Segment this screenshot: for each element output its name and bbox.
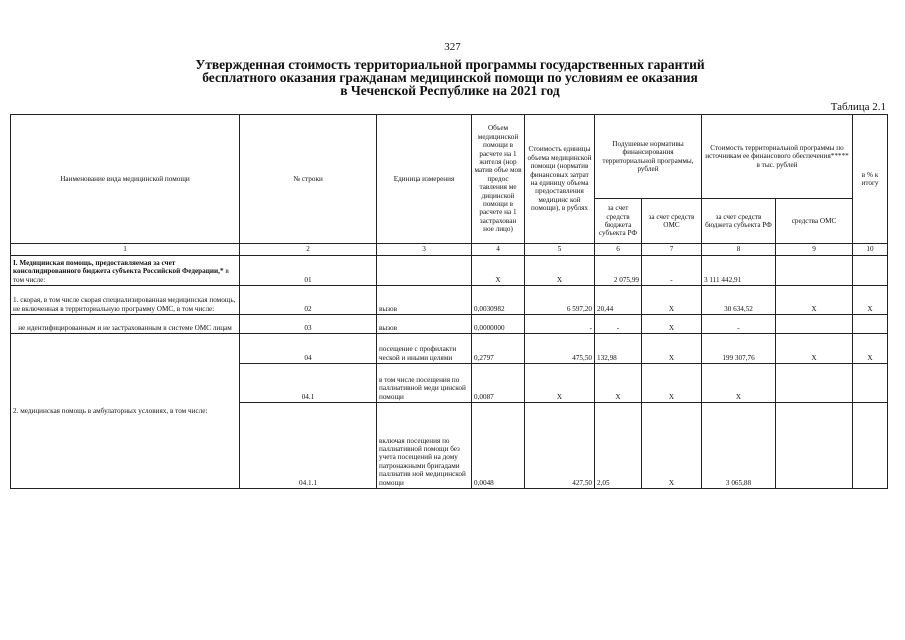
- row-name: 1. скорая, в том числе скорая специализированная медицинская помощь, не включенная в территориальную программу ОМС, в том числе:: [11, 286, 240, 315]
- row-unit: вызов: [377, 286, 472, 315]
- row-pc-budget: 2,05: [595, 403, 642, 489]
- row-number: 02: [240, 286, 377, 315]
- row-pc-budget: 2 075,99: [595, 256, 642, 286]
- row-number: 04.1.1: [240, 403, 377, 489]
- header-row-1: [11, 115, 888, 199]
- row-volume: Х: [472, 256, 525, 286]
- row-cost: -: [525, 315, 595, 334]
- row-name-rest: в том числе:: [13, 267, 229, 284]
- row-unit: посещение с профилакти ческой и иными целями: [377, 334, 472, 364]
- row-pc-budget: Х: [595, 364, 642, 403]
- header-cost-unit: Стоимость единицы объема медицинской помощи (норматив финансовых затрат на единицу объема предоставления медицинс кой помощи), в рублях: [525, 115, 595, 244]
- row-name-cell: [11, 256, 240, 286]
- row-cost-budget: Х: [702, 364, 776, 403]
- row-unit: вызов: [377, 315, 472, 334]
- row-pc-budget: 132,98: [595, 334, 642, 364]
- header-volume: Объем медицинской помощи в расчете на 1 жителя (нор матив объе мов предос тавления ме дицинской помощи в расчете на 1 застрахован ное лицо): [472, 115, 525, 244]
- header-row-no: № строки: [240, 115, 377, 244]
- row-number: 01: [240, 256, 377, 286]
- row-cost-budget: 3 065,88: [702, 403, 776, 489]
- table-row: [11, 334, 888, 364]
- page-number: 327: [444, 41, 461, 53]
- row-unit: в том числе посещения по паллиативной меди цинской помощи: [377, 364, 472, 403]
- column-number: 8: [702, 244, 776, 256]
- row-cost: 475,50: [525, 334, 595, 364]
- row-cost-oms: Х: [776, 334, 853, 364]
- title-line-1: Утвержденная стоимость территориальной программы государственных гарантий: [195, 57, 705, 72]
- header-cost-oms: средства ОМС: [776, 199, 853, 244]
- header-cost-budget: за счет средств бюджета субъекта РФ: [702, 199, 776, 244]
- header-name: Наименование вида медицинской помощи: [11, 115, 240, 244]
- column-number: 5: [525, 244, 595, 256]
- header-per-capita-oms: за счет средств ОМС: [642, 199, 702, 244]
- row-name-bold: I. Медицинская помощь, предоставляемая за счет консолидированного бюджета субъекта Российской Федерации,*: [13, 258, 224, 276]
- header-cost-total: Стоимость территориальной программы по источникам ее финансового обеспечения***** в тыс. рублей: [702, 115, 853, 199]
- column-number: 2: [240, 244, 377, 256]
- column-number: 9: [776, 244, 853, 256]
- row-cost: 427,50: [525, 403, 595, 489]
- row-volume: 0,0000000: [472, 315, 525, 334]
- row-pc-oms: Х: [642, 403, 702, 489]
- row-cost-budget: 30 634,52: [702, 286, 776, 315]
- row-percent: [853, 256, 888, 286]
- row-volume: 0,0048: [472, 403, 525, 489]
- column-number: 4: [472, 244, 525, 256]
- row-cost: Х: [525, 364, 595, 403]
- table-row: [11, 256, 888, 286]
- row-pc-oms: Х: [642, 364, 702, 403]
- row-pc-budget: 20,44: [595, 286, 642, 315]
- row-number: 04: [240, 334, 377, 364]
- row-percent: [853, 364, 888, 403]
- row-pc-oms: Х: [642, 334, 702, 364]
- row-percent: [853, 315, 888, 334]
- table-row: [11, 315, 888, 334]
- row-percent: [853, 403, 888, 489]
- row-pc-oms: Х: [642, 286, 702, 315]
- cost-table: [10, 114, 888, 489]
- row-cost: 6 597,20: [525, 286, 595, 315]
- document-title: [130, 58, 770, 97]
- row-cost-oms: Х: [776, 286, 853, 315]
- row-cost-oms: [776, 403, 853, 489]
- row-cost-budget: -: [702, 315, 776, 334]
- row-cost-oms: [776, 256, 853, 286]
- column-number: 7: [642, 244, 702, 256]
- row-cost-budget: 199 307,76: [702, 334, 776, 364]
- header-percent: в % к итогу: [853, 115, 888, 244]
- row-name: не идентифицированным и не застрахованным в системе ОМС лицам: [11, 315, 240, 334]
- row-volume: 0,0030982: [472, 286, 525, 315]
- column-numbers-row: [11, 244, 888, 256]
- header-per-capita: Подушевые нормативы финансирования территориальной программы, рублей: [595, 115, 702, 199]
- row-pc-oms: -: [642, 256, 702, 286]
- row-percent: Х: [853, 334, 888, 364]
- row-cost-oms: [776, 364, 853, 403]
- column-number: 1: [11, 244, 240, 256]
- column-number: 6: [595, 244, 642, 256]
- row-cost: Х: [525, 256, 595, 286]
- table-label: Таблица 2.1: [830, 101, 886, 113]
- column-number: 3: [377, 244, 472, 256]
- row-cost-budget: 3 111 442,91: [702, 256, 776, 286]
- title-line-3: в Чеченской Республике на 2021 год: [340, 83, 560, 98]
- row-cost-oms: [776, 315, 853, 334]
- row-volume: 0,0087: [472, 364, 525, 403]
- row-unit: [377, 256, 472, 286]
- header-unit: Единица измерения: [377, 115, 472, 244]
- row-unit: включая посещения по паллиативной помощи без учета посещений на дому патронажными бригадами паллиатив ной медицинской помощи: [377, 403, 472, 489]
- row-pc-budget: -: [595, 315, 642, 334]
- title-line-2: бесплатного оказания гражданам медицинской помощи по условиям ее оказания: [202, 70, 698, 85]
- row-number: 03: [240, 315, 377, 334]
- row-name-ambulatory: 2. медицинская помощь в амбулаторных условиях, в том числе:: [11, 334, 240, 489]
- table-row: [11, 286, 888, 315]
- header-per-capita-budget: за счет средств бюджета субъекта РФ: [595, 199, 642, 244]
- row-pc-oms: Х: [642, 315, 702, 334]
- row-volume: 0,2797: [472, 334, 525, 364]
- row-percent: Х: [853, 286, 888, 315]
- column-number: 10: [853, 244, 888, 256]
- row-number: 04.1: [240, 364, 377, 403]
